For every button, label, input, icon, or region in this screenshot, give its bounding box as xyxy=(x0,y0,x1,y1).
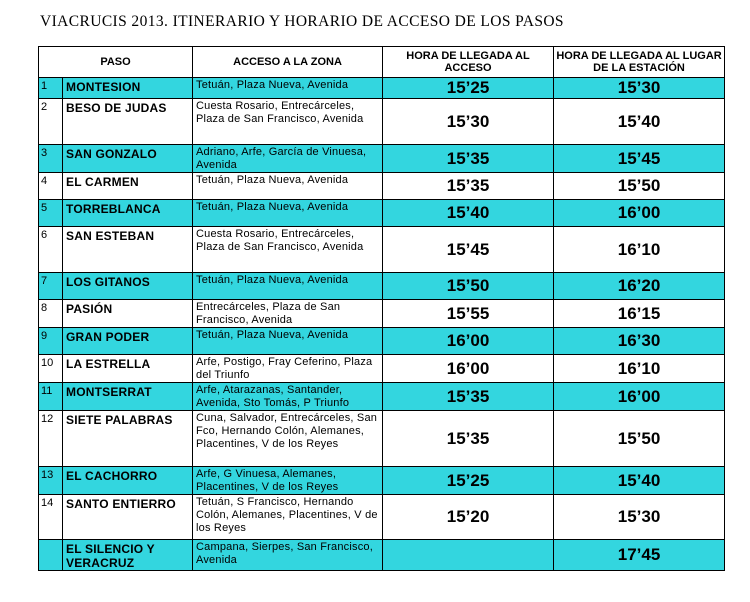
row-paso: SIETE PALABRAS xyxy=(63,411,193,467)
row-hora-estacion: 15’50 xyxy=(554,173,725,200)
table-row xyxy=(39,328,725,355)
row-hora-estacion: 16’10 xyxy=(554,355,725,383)
row-hora-estacion: 15’30 xyxy=(554,78,725,99)
row-acceso: Entrecárceles, Plaza de San Francisco, Avenida xyxy=(193,300,383,328)
row-paso: EL SILENCIO Y VERACRUZ xyxy=(63,540,193,571)
row-hora-acceso: 16’00 xyxy=(383,328,554,355)
table-row xyxy=(39,273,725,300)
row-paso: LOS GITANOS xyxy=(63,273,193,300)
row-hora-acceso: 15’35 xyxy=(383,173,554,200)
row-hora-acceso: 15’55 xyxy=(383,300,554,328)
row-number: 2 xyxy=(39,99,63,145)
row-paso: BESO DE JUDAS xyxy=(63,99,193,145)
row-paso: PASIÓN xyxy=(63,300,193,328)
table-row xyxy=(39,300,725,328)
row-acceso: Tetuán, Plaza Nueva, Avenida xyxy=(193,173,383,200)
row-hora-acceso: 15’40 xyxy=(383,200,554,227)
row-number: 5 xyxy=(39,200,63,227)
row-acceso: Adriano, Arfe, García de Vinuesa, Avenida xyxy=(193,145,383,173)
table-row xyxy=(39,495,725,540)
header-llegada-estacion: HORA DE LLEGADA AL LUGAR DE LA ESTACIÓN xyxy=(554,47,725,78)
table-row xyxy=(39,145,725,173)
row-hora-estacion: 16’00 xyxy=(554,383,725,411)
row-number: 9 xyxy=(39,328,63,355)
row-hora-estacion: 15’40 xyxy=(554,467,725,495)
row-hora-acceso xyxy=(383,540,554,571)
row-hora-estacion: 15’45 xyxy=(554,145,725,173)
schedule-table xyxy=(38,46,725,571)
row-number: 11 xyxy=(39,383,63,411)
row-acceso: Tetuán, S Francisco, Hernando Colón, Alemanes, Placentines, V de los Reyes xyxy=(193,495,383,540)
table-row xyxy=(39,99,725,145)
table-row xyxy=(39,355,725,383)
row-paso: LA ESTRELLA xyxy=(63,355,193,383)
row-hora-estacion: 17’45 xyxy=(554,540,725,571)
row-hora-estacion: 16’30 xyxy=(554,328,725,355)
row-acceso: Tetuán, Plaza Nueva, Avenida xyxy=(193,273,383,300)
row-acceso: Cuesta Rosario, Entrecárceles, Plaza de San Francisco, Avenida xyxy=(193,227,383,273)
row-acceso: Tetuán, Plaza Nueva, Avenida xyxy=(193,328,383,355)
row-hora-estacion: 15’50 xyxy=(554,411,725,467)
row-number: 7 xyxy=(39,273,63,300)
header-row xyxy=(39,47,725,78)
row-acceso: Arfe, Atarazanas, Santander, Avenida, Sto Tomás, P Triunfo xyxy=(193,383,383,411)
row-paso: SANTO ENTIERRO xyxy=(63,495,193,540)
table-row xyxy=(39,540,725,571)
table-row xyxy=(39,383,725,411)
row-hora-estacion: 16’20 xyxy=(554,273,725,300)
page-title: VIACRUCIS 2013. ITINERARIO Y HORARIO DE ACCESO DE LOS PASOS xyxy=(40,13,564,30)
table-row xyxy=(39,411,725,467)
row-hora-acceso: 15’25 xyxy=(383,78,554,99)
row-acceso: Campana, Sierpes, San Francisco, Avenida xyxy=(193,540,383,571)
row-number xyxy=(39,540,63,571)
table-row xyxy=(39,173,725,200)
row-number: 1 xyxy=(39,78,63,99)
row-acceso: Tetuán, Plaza Nueva, Avenida xyxy=(193,78,383,99)
row-paso: EL CACHORRO xyxy=(63,467,193,495)
row-paso: EL CARMEN xyxy=(63,173,193,200)
row-hora-acceso: 15’20 xyxy=(383,495,554,540)
header-acceso: ACCESO A LA ZONA xyxy=(193,47,383,78)
row-paso: SAN ESTEBAN xyxy=(63,227,193,273)
row-acceso: Cuna, Salvador, Entrecárceles, San Fco, Hernando Colón, Alemanes, Placentines, V de los Reyes xyxy=(193,411,383,467)
row-number: 12 xyxy=(39,411,63,467)
row-paso: TORREBLANCA xyxy=(63,200,193,227)
row-hora-acceso: 15’35 xyxy=(383,383,554,411)
table-row xyxy=(39,227,725,273)
table-row xyxy=(39,200,725,227)
row-number: 8 xyxy=(39,300,63,328)
row-number: 3 xyxy=(39,145,63,173)
row-paso: MONTESION xyxy=(63,78,193,99)
header-llegada-acceso: HORA DE LLEGADA AL ACCESO xyxy=(383,47,554,78)
row-number: 13 xyxy=(39,467,63,495)
row-hora-acceso: 15’45 xyxy=(383,227,554,273)
row-acceso: Tetuán, Plaza Nueva, Avenida xyxy=(193,200,383,227)
row-paso: SAN GONZALO xyxy=(63,145,193,173)
row-hora-estacion: 16’10 xyxy=(554,227,725,273)
row-hora-acceso: 15’25 xyxy=(383,467,554,495)
row-hora-estacion: 15’40 xyxy=(554,99,725,145)
row-hora-estacion: 15’30 xyxy=(554,495,725,540)
row-paso: GRAN PODER xyxy=(63,328,193,355)
table-row xyxy=(39,467,725,495)
row-number: 6 xyxy=(39,227,63,273)
table-row xyxy=(39,78,725,99)
row-acceso: Arfe, Postigo, Fray Ceferino, Plaza del Triunfo xyxy=(193,355,383,383)
row-number: 4 xyxy=(39,173,63,200)
row-hora-estacion: 16’00 xyxy=(554,200,725,227)
row-hora-acceso: 15’35 xyxy=(383,145,554,173)
row-paso: MONTSERRAT xyxy=(63,383,193,411)
row-number: 14 xyxy=(39,495,63,540)
row-hora-estacion: 16’15 xyxy=(554,300,725,328)
row-hora-acceso: 15’30 xyxy=(383,99,554,145)
row-hora-acceso: 15’35 xyxy=(383,411,554,467)
row-hora-acceso: 16’00 xyxy=(383,355,554,383)
row-acceso: Cuesta Rosario, Entrecárceles, Plaza de San Francisco, Avenida xyxy=(193,99,383,145)
row-acceso: Arfe, G Vinuesa, Alemanes, Placentines, V de los Reyes xyxy=(193,467,383,495)
row-hora-acceso: 15’50 xyxy=(383,273,554,300)
row-number: 10 xyxy=(39,355,63,383)
header-paso: PASO xyxy=(39,47,193,78)
